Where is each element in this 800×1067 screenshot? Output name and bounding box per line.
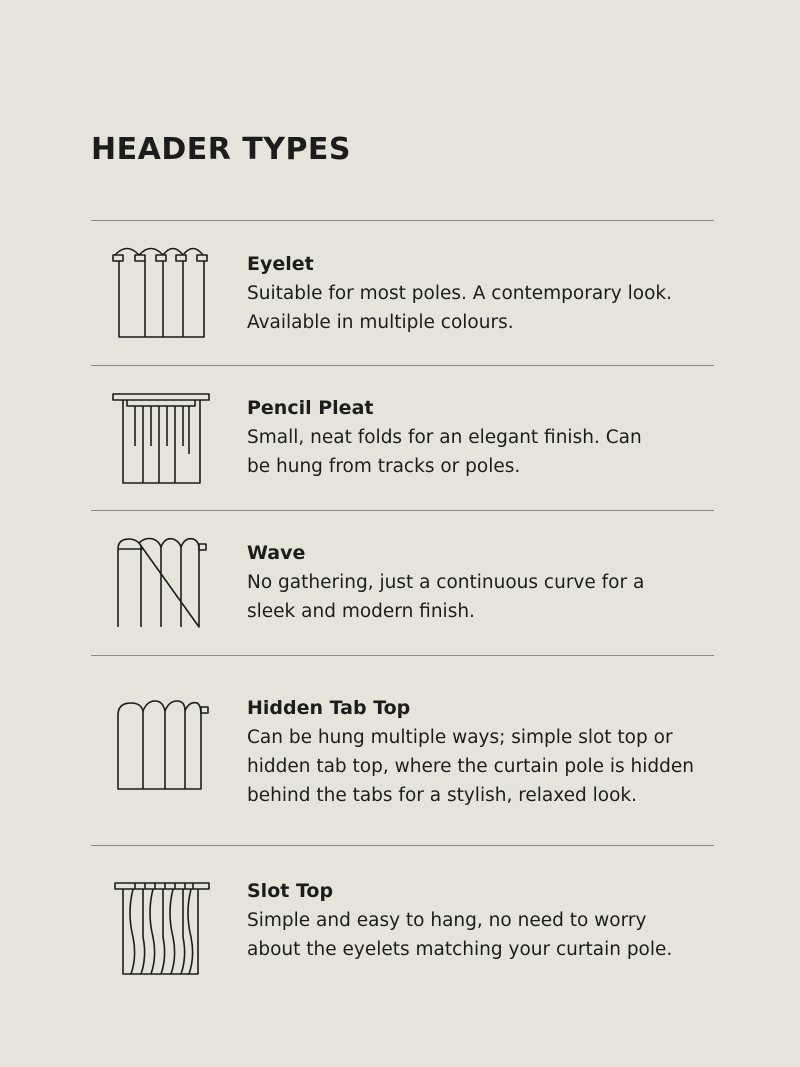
item-description: No gathering, just a continuous curve for a sleek and modern finish.: [247, 572, 645, 622]
item-description: Can be hung multiple ways; simple slot top or hidden tab top, where the curtain pole is hidden behind the tabs for a stylish, relaxed look.: [247, 727, 694, 806]
slot-top-curtain-icon: [105, 877, 220, 977]
item-description: Simple and easy to hang, no need to worry about the eyelets matching your curtain pole.: [247, 910, 673, 960]
item-title: Eyelet: [247, 253, 314, 275]
wave-curtain-icon: [105, 533, 220, 633]
divider: [91, 365, 714, 366]
divider: [91, 220, 714, 221]
item-description: Small, neat folds for an elegant finish. Can be hung from tracks or poles.: [247, 427, 642, 477]
header-type-item: [247, 539, 747, 626]
item-title: Hidden Tab Top: [247, 697, 411, 719]
divider: [91, 510, 714, 511]
header-type-item: [247, 877, 747, 964]
header-type-item: [247, 250, 747, 337]
divider: [91, 845, 714, 846]
page-title: HEADER TYPES: [91, 132, 352, 167]
header-type-item: [247, 394, 747, 481]
divider: [91, 655, 714, 656]
header-type-item: [247, 694, 747, 810]
item-title: Slot Top: [247, 880, 334, 902]
pencil-pleat-curtain-icon: [105, 388, 220, 488]
hidden-tab-top-curtain-icon: [105, 693, 220, 793]
eyelet-curtain-icon: [105, 243, 220, 343]
item-title: Pencil Pleat: [247, 397, 374, 419]
item-title: Wave: [247, 542, 306, 564]
item-description: Suitable for most poles. A contemporary look. Available in multiple colours.: [247, 283, 672, 333]
